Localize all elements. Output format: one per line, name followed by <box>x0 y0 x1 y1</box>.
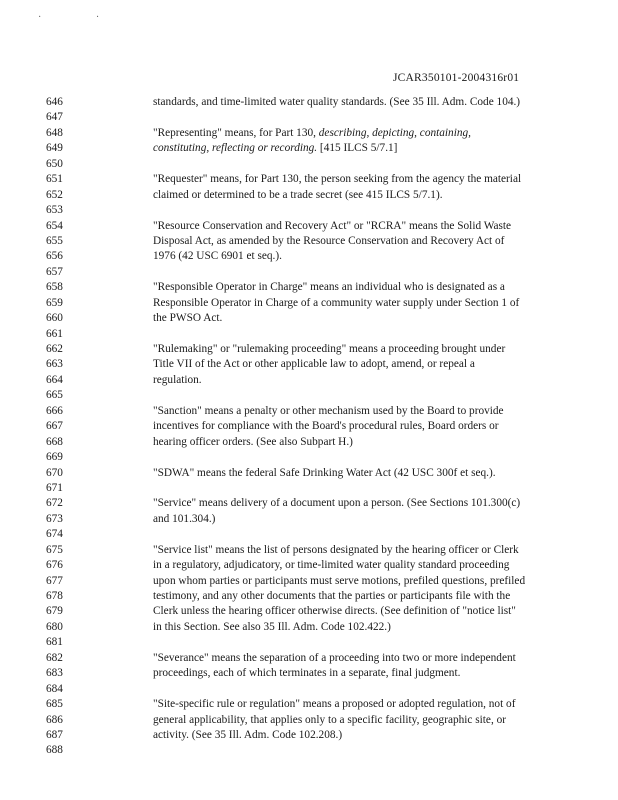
line-text <box>153 188 443 203</box>
line-text-plain: regulation. <box>153 373 202 386</box>
line-number: 660 <box>46 312 63 325</box>
line-text-plain: "Representing" means, for Part 130, <box>153 126 319 139</box>
text-line <box>0 496 618 511</box>
line-number: 653 <box>46 204 63 217</box>
line-text-plain: Clerk unless the hearing officer otherwise directs. (See definition of "notice list" <box>153 605 516 618</box>
text-line <box>0 357 618 372</box>
text-line <box>0 651 618 666</box>
text-line <box>0 543 618 558</box>
line-text-plain: the PWSO Act. <box>153 312 223 325</box>
line-text-plain: "Site-specific rule or regulation" means a proposed or adopted regulation, not of <box>153 698 516 711</box>
line-number: 674 <box>46 528 63 541</box>
text-line <box>0 280 618 295</box>
line-number: 684 <box>46 682 63 695</box>
line-number: 676 <box>46 559 63 572</box>
line-number: 680 <box>46 620 63 633</box>
text-line <box>0 110 618 125</box>
line-text-italic: describing, depicting, containing, <box>318 126 471 139</box>
line-text-plain: Title VII of the Act or other applicable law to adopt, amend, or repeal a <box>153 358 475 371</box>
line-text-plain: "Service list" means the list of persons designated by the hearing officer or Clerk <box>153 543 519 556</box>
line-text <box>153 280 505 295</box>
line-text <box>153 234 504 249</box>
text-line <box>0 95 618 110</box>
line-text <box>153 95 520 110</box>
line-text <box>153 466 496 481</box>
line-number: 687 <box>46 728 63 741</box>
text-line <box>0 219 618 234</box>
text-line <box>0 697 618 712</box>
line-text <box>153 697 515 712</box>
line-numbered-text <box>0 95 618 759</box>
line-text-plain: proceedings, each of which terminates in a separate, final judgment. <box>153 667 461 680</box>
line-text-plain: testimony, and any other documents that the parties or participants file with the <box>153 590 511 602</box>
line-text-plain: hearing officer orders. (See also Subpart H.) <box>153 435 353 448</box>
line-text <box>153 651 516 666</box>
text-line <box>0 265 618 280</box>
text-line <box>0 728 618 743</box>
line-text <box>153 574 525 589</box>
document-id: JCAR350101-2004316r01 <box>393 72 520 84</box>
line-text <box>153 373 202 388</box>
text-line <box>0 327 618 342</box>
line-number: 664 <box>46 373 63 386</box>
line-number: 657 <box>46 265 63 278</box>
line-text-plain: Responsible Operator in Charge of a community water supply under Section 1 of <box>153 296 520 309</box>
line-text <box>153 558 509 573</box>
line-text-plain: "SDWA" means the federal Safe Drinking Water Act (42 USC 300f et seq.). <box>153 466 496 479</box>
line-text-plain: incentives for compliance with the Board's procedural rules, Board orders or <box>153 420 499 433</box>
line-text-plain: in this Section. See also 35 Ill. Adm. Code 102.422.) <box>153 620 391 633</box>
line-number: 685 <box>46 698 63 711</box>
line-text-plain: 1976 (42 USC 6901 et seq.). <box>153 250 282 263</box>
line-text-plain: "Sanction" means a penalty or other mechanism used by the Board to provide <box>153 404 504 417</box>
text-line <box>0 666 618 681</box>
line-number: 666 <box>46 404 63 417</box>
line-number: 681 <box>46 636 63 649</box>
line-text-plain: claimed or determined to be a trade secret (see 415 ILCS 5/7.1). <box>153 188 443 201</box>
line-number: 673 <box>46 512 63 525</box>
text-line <box>0 589 618 604</box>
line-text <box>153 666 460 681</box>
line-number: 652 <box>46 188 63 201</box>
line-text-after: [415 ILCS 5/7.1] <box>317 142 398 155</box>
text-line <box>0 527 618 542</box>
line-number: 677 <box>46 574 63 587</box>
text-line <box>0 188 618 203</box>
line-number: 665 <box>46 389 63 402</box>
text-line <box>0 172 618 187</box>
line-text <box>153 620 391 635</box>
line-text <box>153 435 353 450</box>
line-text <box>153 404 504 419</box>
line-number: 651 <box>46 173 63 186</box>
line-text <box>153 296 519 311</box>
line-number: 682 <box>46 651 63 664</box>
text-line <box>0 373 618 388</box>
line-text-plain: standards, and time-limited water quality standards. (See 35 Ill. Adm. Code 104.) <box>153 96 521 108</box>
line-number: 648 <box>46 126 63 139</box>
line-number: 658 <box>46 281 63 294</box>
line-text-plain: in a regulatory, adjudicatory, or time-limited water quality standard proceeding <box>153 559 510 572</box>
line-text-plain: Disposal Act, as amended by the Resource Conservation and Recovery Act of <box>153 234 505 247</box>
line-text-plain: "Responsible Operator in Charge" means an individual who is designated as a <box>153 281 505 294</box>
line-number: 646 <box>46 96 63 108</box>
line-text <box>153 219 511 234</box>
line-text <box>153 604 516 619</box>
text-line <box>0 635 618 650</box>
text-line <box>0 574 618 589</box>
text-line <box>0 743 618 758</box>
line-number: 655 <box>46 234 63 247</box>
text-line <box>0 342 618 357</box>
line-number: 671 <box>46 481 63 494</box>
line-text-plain: "Service" means delivery of a document upon a person. (See Sections 101.300(c) <box>153 497 521 510</box>
line-number: 679 <box>46 605 63 618</box>
line-number: 659 <box>46 296 63 309</box>
line-number: 675 <box>46 543 63 556</box>
text-line <box>0 388 618 403</box>
text-line <box>0 435 618 450</box>
text-line <box>0 481 618 496</box>
text-line <box>0 512 618 527</box>
line-text <box>153 713 506 728</box>
line-number: 678 <box>46 590 63 602</box>
line-text-plain: and 101.304.) <box>153 512 216 525</box>
line-number: 670 <box>46 466 63 479</box>
line-text-plain: "Resource Conservation and Recovery Act" or "RCRA" means the Solid Waste <box>153 219 512 232</box>
text-line <box>0 682 618 697</box>
line-text-italic: constituting, reflecting or recording. <box>153 142 318 155</box>
line-text <box>153 249 282 264</box>
text-line <box>0 450 618 465</box>
line-text <box>153 172 521 187</box>
line-text <box>153 543 519 558</box>
line-text <box>153 589 510 604</box>
line-text-plain: "Severance" means the separation of a proceeding into two or more independent <box>153 651 516 664</box>
line-number: 686 <box>46 713 63 726</box>
text-line <box>0 157 618 172</box>
line-number: 663 <box>46 358 63 371</box>
text-line <box>0 203 618 218</box>
line-number: 654 <box>46 219 63 232</box>
text-line <box>0 466 618 481</box>
line-text <box>153 141 397 156</box>
line-number: 662 <box>46 343 63 355</box>
line-text-plain: activity. (See 35 Ill. Adm. Code 102.208.) <box>153 728 343 741</box>
text-line <box>0 558 618 573</box>
line-number: 668 <box>46 435 63 448</box>
line-number: 672 <box>46 497 63 510</box>
text-line <box>0 296 618 311</box>
line-text-plain: "Requester" means, for Part 130, the person seeking from the agency the material <box>153 173 522 186</box>
text-line <box>0 126 618 141</box>
line-text <box>153 512 215 527</box>
line-text-plain: upon whom parties or participants must serve motions, prefiled questions, prefiled <box>153 574 526 587</box>
text-line <box>0 404 618 419</box>
scan-specks: · · <box>38 12 126 23</box>
line-number: 667 <box>46 420 63 433</box>
line-number: 683 <box>46 667 63 680</box>
line-text-plain: "Rulemaking" or "rulemaking proceeding" means a proceeding brought under <box>153 343 506 355</box>
text-line <box>0 311 618 326</box>
text-line <box>0 620 618 635</box>
text-line <box>0 141 618 156</box>
text-line <box>0 604 618 619</box>
line-number: 656 <box>46 250 63 263</box>
text-line <box>0 234 618 249</box>
line-number: 661 <box>46 327 63 340</box>
line-text <box>153 419 499 434</box>
line-number: 650 <box>46 157 63 170</box>
line-text <box>153 311 222 326</box>
line-text <box>153 496 520 511</box>
line-text <box>153 728 342 743</box>
line-text-plain: general applicability, that applies only to a specific facility, geographic site, or <box>153 713 507 726</box>
text-line <box>0 713 618 728</box>
line-text <box>153 342 505 357</box>
line-number: 688 <box>46 744 63 757</box>
text-line <box>0 419 618 434</box>
text-line <box>0 249 618 264</box>
line-text <box>153 126 471 141</box>
line-number: 647 <box>46 111 63 124</box>
line-number: 669 <box>46 451 63 464</box>
line-text <box>153 357 475 372</box>
line-number: 649 <box>46 142 63 155</box>
